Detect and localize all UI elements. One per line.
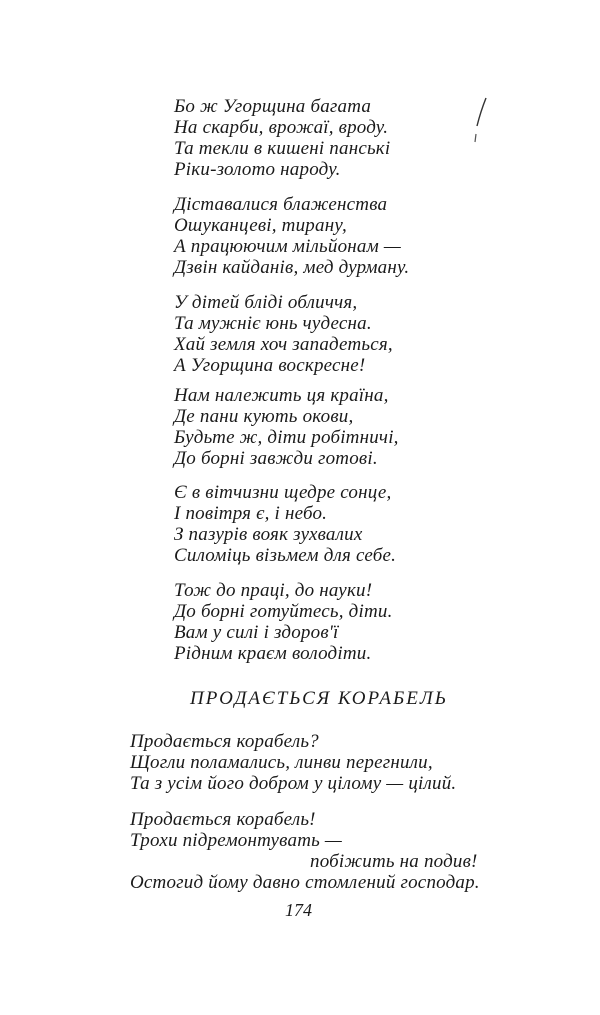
poem-line: Та з усім його добром у цілому — цілий. bbox=[130, 773, 457, 794]
poem-line: Та текли в кишені панські bbox=[174, 138, 391, 159]
poem-line: Де пани кують окови, bbox=[174, 406, 354, 427]
poem-line: Ріки-золото народу. bbox=[174, 159, 341, 180]
poem-line: Та мужніє юнь чудесна. bbox=[174, 313, 372, 334]
poem-line: З пазурів вояк зухвалих bbox=[174, 524, 363, 545]
page-number: 174 bbox=[285, 900, 312, 920]
poem-line: До борні завжди готові. bbox=[174, 448, 378, 469]
poem-line: Рідним краєм володіти. bbox=[174, 643, 372, 664]
poem-line: Продається корабель? bbox=[130, 731, 319, 752]
poem-line: А Угорщина воскресне! bbox=[174, 355, 366, 376]
poem-line: Дзвін кайданів, мед дурману. bbox=[174, 257, 410, 278]
poem-line: Силоміць візьмем для себе. bbox=[174, 545, 397, 566]
poem-line: До борні готуйтесь, діти. bbox=[174, 601, 393, 622]
poem-line: Хай земля хоч западеться, bbox=[174, 334, 393, 355]
poem-line: Будьте ж, діти робітничі, bbox=[174, 427, 399, 448]
poem-line: Остогид йому давно стомлений господар. bbox=[130, 872, 480, 893]
poem-line: У дітей бліді обличчя, bbox=[174, 292, 358, 313]
poem-line: І повітря є, і небо. bbox=[174, 503, 328, 524]
poem-line: Тож до праці, до науки! bbox=[174, 580, 373, 601]
poem-line: Щогли поламались, линви перегнили, bbox=[130, 752, 433, 773]
poem-line: Нам належить ця країна, bbox=[174, 385, 389, 406]
poem-line: побіжить на подив! bbox=[310, 851, 478, 872]
poem-line: Діставалися блаженства bbox=[174, 194, 388, 215]
poem-line: Ошуканцеві, тирану, bbox=[174, 215, 347, 236]
poem-line: А працюючим мільйонам — bbox=[174, 236, 401, 257]
poem-line: Є в вітчизни щедре сонце, bbox=[174, 482, 392, 503]
poem-line: На скарби, врожаї, вроду. bbox=[174, 117, 389, 138]
poem-line: Продається корабель! bbox=[130, 809, 316, 830]
poem-line: Трохи підремонтувать — bbox=[130, 830, 343, 851]
margin-pencil-mark bbox=[470, 96, 492, 146]
poem-title: ПРОДАЄТЬСЯ КОРАБЕЛЬ bbox=[190, 688, 448, 709]
poem-line: Вам у силі і здоров'ї bbox=[174, 622, 339, 643]
poem-line: Бо ж Угорщина багата bbox=[174, 96, 372, 117]
